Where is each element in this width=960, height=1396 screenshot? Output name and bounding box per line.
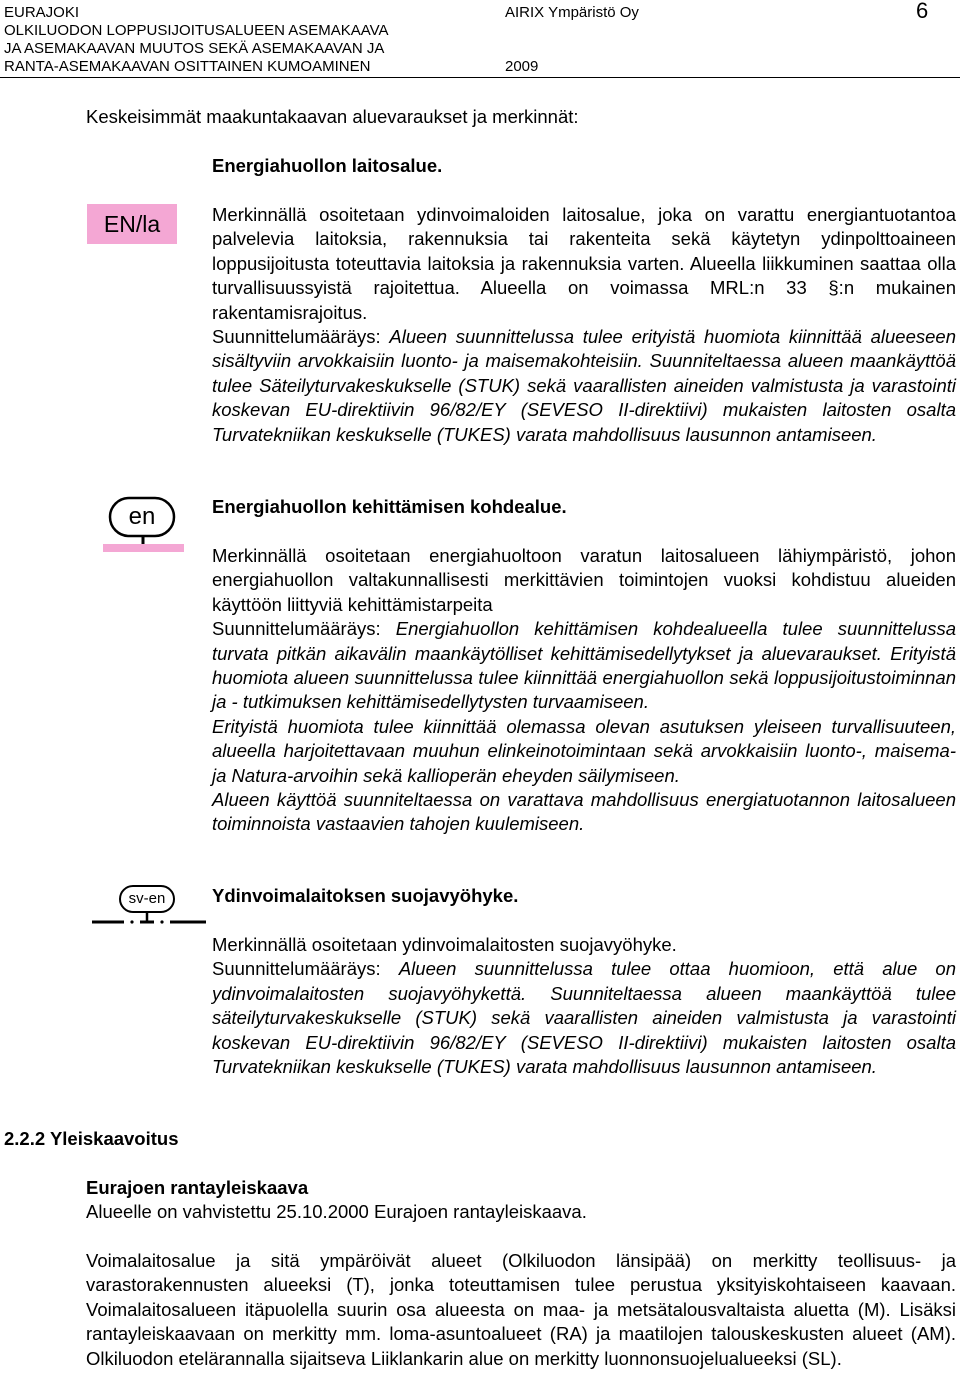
entry-2-regulation — [212, 617, 956, 715]
entry-1-description: Merkinnällä osoitetaan ydinvoimaloiden laitosalue, joka on varattu energiantuotantoa palvelevia laitoksia, rakennuksia tai rakenteita sekä käytetyn ydinpolttoaineen loppusijoitusta toteuttavia laitoksia ja rakennuksia varten. Alueella liikkuminen saattaa olla turvallisuussyistä rajoitettua. Alueella on voimassa MRL:n 33 §:n mukainen rakentamisrajoitus. — [212, 204, 956, 323]
entry-2-description: Merkinnällä osoitetaan energiahuoltoon varatun laitosalueen lähiympäristö, johon energiahuollon valtakunnallisesti merkittävien toimintojen vuoksi kohdistuu alueiden käyttöön liittyviä kehittämistarpeita — [212, 545, 956, 615]
entry-2-title: Energiahuollon kehittämisen kohdealue. — [212, 496, 567, 517]
header-year: 2009 — [505, 58, 539, 75]
subheading: Eurajoen rantayleiskaava — [86, 1177, 309, 1198]
symbol-sv-en-icon — [90, 884, 208, 928]
entry-3-description: Merkinnällä osoitetaan ydinvoimalaitosten suojavyöhyke. — [212, 934, 677, 955]
page-number: 6 — [916, 0, 929, 23]
symbol-en-la-icon: EN/la — [87, 204, 177, 244]
entry-2-regulation-text: Energiahuollon kehittämisen kohdealueella tulee suunnittelussa turvata pitkän aikavälin maankäytölliset kehittämisedellytykset ja aluevaraukset. Erityistä huomiota alueen suunnittelussa tulee kiinnittää energiahuollon sekä loppusijoitustoiminnan ja - tutkimuksen kehittämisedellytysten turvaamiseen. — [212, 618, 957, 713]
entry-2-regulation-text-3: Alueen käyttöä suunniteltaessa on varattava mahdollisuus energiatuotannon laitosalueen toiminnoista vastaavien tahojen kuulemiseen. — [212, 789, 956, 835]
entry-3-regulation-label: Suunnittelumääräys: — [212, 958, 381, 980]
header-company: AIRIX Ympäristö Oy — [505, 4, 639, 21]
entry-1-body — [212, 203, 956, 447]
header-rule — [0, 77, 960, 78]
symbol-en-icon — [100, 496, 188, 558]
header-municipality: EURAJOKI — [4, 4, 80, 21]
entry-3-title: Ydinvoimalaitoksen suojavyöhyke. — [212, 885, 519, 906]
entry-2-regulation-text-2: Erityistä huomiota tulee kiinnittää olemassa olevan asutuksen yleiseen turvallisuuteen, alueella harjoitettavaan muuhun elinkeinotoimintaan sekä arvokkaisiin luonto-, maisema- ja Natura-arvoihin sekä kallioperän eheyden säilymiseen. — [212, 715, 956, 786]
entry-2-body — [212, 544, 956, 837]
ratification-line: Alueelle on vahvistettu 25.10.2000 Eurajoen rantayleiskaava. — [86, 1201, 587, 1222]
entry-3-body — [212, 933, 956, 1079]
entry-1-regulation — [212, 325, 956, 447]
symbol-sv-en-label: sv-en — [128, 890, 166, 907]
general-plan-paragraph: Voimalaitosalue ja sitä ympäröivät alueet (Olkiluodon länsipää) on merkitty teollisuus- ja varastorakennusten alueeksi (T), jonka toteuttamisen tulee perustua yksityiskohtaiseen kaavaan. Voimalaitosalueen itäpuolella suurin osa alueesta on maa- ja metsätalousvaltaista aluetta (M). Lisäksi rantayleiskaavaan on merkitty mm. loma-asuntoalueet (RA) ja maatilojen talouskeskusten alueet (AM). Olkiluodon etelärannalla sijaitseva Liiklankarin alue on merkitty luonnonsuojelualueeksi (SL). — [86, 1250, 956, 1369]
entry-2-regulation-label: Suunnittelumääräys: — [212, 618, 381, 640]
header-title-line-1: OLKILUODON LOPPUSIJOITUSALUEEN ASEMAKAAVA — [4, 22, 389, 39]
entry-3-regulation-text: Alueen suunnittelussa tulee ottaa huomioon, että alue on ydinvoimalaitosten suojavyöhykettä. Suunniteltaessa alueen maankäyttöä tulee säteilyturvakeskukselle (STUK) sekä vaarallisten aineiden valmistusta ja varastointi koskevan EU-direktiivin 96/82/EY (SEVESO II-direktiivi) mukaisten laitosten osalta Turvatekniikan keskukselle (TUKES) varata mahdollisuus lausunnon antamiseen. — [212, 958, 956, 1078]
entry-1-title: Energiahuollon laitosalue. — [212, 155, 443, 176]
symbol-en-label: en — [128, 503, 156, 530]
header-title-line-2: JA ASEMAKAAVAN MUUTOS SEKÄ ASEMAKAAVAN JA — [4, 40, 385, 57]
entry-1-regulation-text: Alueen suunnittelussa tulee erityistä huomiota kiinnittää alueeseen sisältyviin arvokkaisiin luonto- ja maisemakohteisiin. Suunniteltaessa alueen maankäyttöä tulee Säteilyturvakeskukselle (STUK) sekä vaarallisten aineiden valmistusta ja varastointi koskevan EU-direktiivin 96/82/EY (SEVESO II-direktiivi) mukaisten laitosten osalta Turvatekniikan keskukselle (TUKES) varata mahdollisuus lausunnon antamiseen. — [212, 326, 956, 445]
header-title-line-3: RANTA-ASEMAKAAVAN OSITTAINEN KUMOAMINEN — [4, 58, 371, 75]
entry-3-regulation — [212, 957, 956, 1079]
section-intro: Keskeisimmät maakuntakaavan aluevaraukset ja merkinnät: — [86, 106, 579, 127]
section-heading: 2.2.2 Yleiskaavoitus — [4, 1128, 179, 1149]
entry-1-regulation-label: Suunnittelumääräys: — [212, 326, 381, 348]
